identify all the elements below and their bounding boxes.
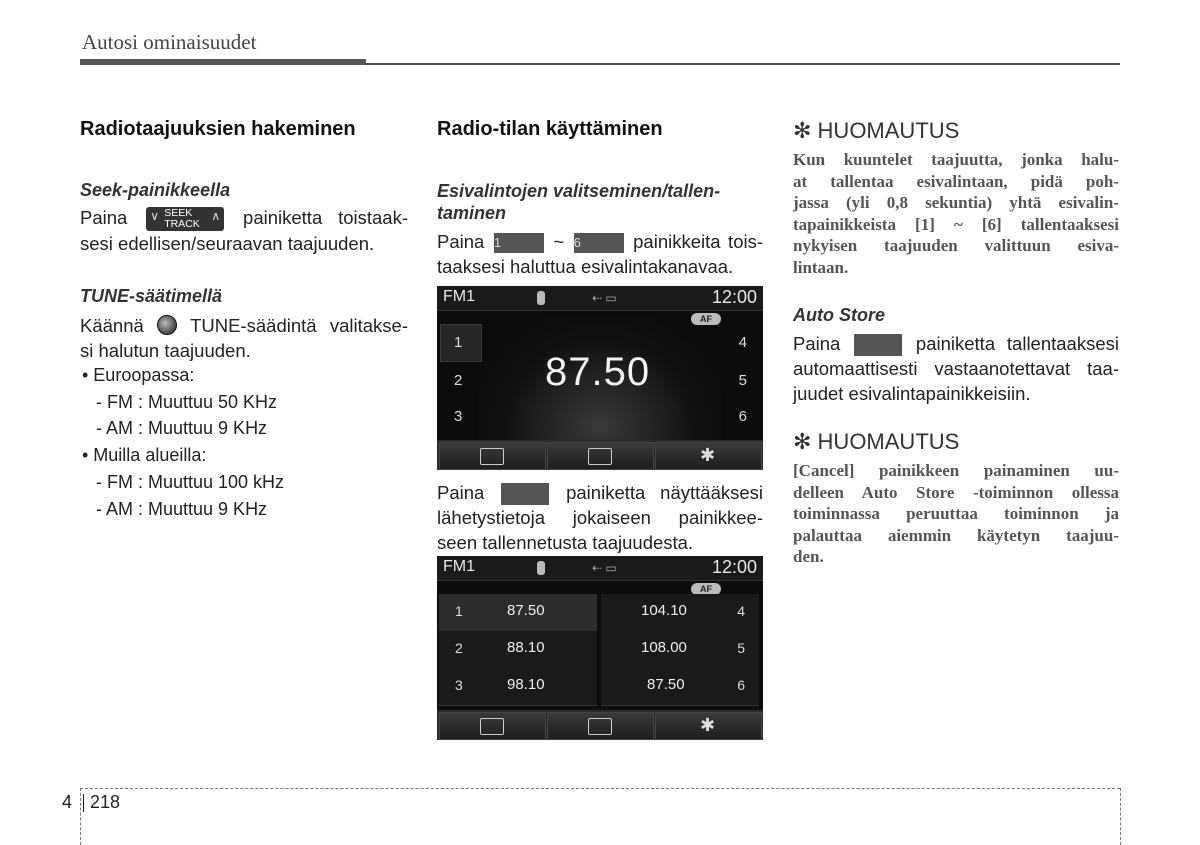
footer-separator	[83, 794, 84, 812]
text: Käännä	[80, 315, 144, 336]
status-bar	[437, 556, 763, 581]
notice-heading: ✻ HUOMAUTUS	[793, 118, 960, 143]
footer-rule	[80, 788, 1120, 789]
autostore-button[interactable]	[547, 712, 654, 740]
text: seen tallennetusta taajuudesta.	[437, 532, 694, 554]
preset-1-key: 1	[494, 233, 544, 253]
text: juudet esivalintapainikkeisiin.	[793, 383, 1031, 405]
radio-screen-main	[437, 286, 763, 470]
preset-list	[439, 594, 761, 710]
preset-label: 3	[454, 408, 463, 425]
af-badge: AF	[691, 313, 721, 325]
autostore-paragraph	[793, 331, 1119, 406]
text: taaksesi haluttua esivalintakanavaa.	[437, 256, 734, 277]
clock: 12:00	[711, 557, 757, 577]
preset-number: 3	[455, 677, 463, 693]
list-item[interactable]	[601, 631, 759, 669]
frequency-display: 87.50	[545, 350, 651, 394]
text: sesi edellisen/seuraavan taajuuden.	[80, 233, 375, 255]
screen-toolbar	[437, 710, 763, 740]
header-bar	[80, 59, 366, 65]
text: automaattisesti vastaanotettavat taa-	[793, 358, 1119, 380]
preset-6-key: 6	[574, 233, 624, 253]
info-paragraph	[437, 480, 763, 555]
text: painiketta näyttääksesi	[566, 482, 764, 503]
text: painiketta toistaak-	[243, 207, 409, 228]
subheading-seek: Seek-painikkeella	[80, 180, 231, 200]
preset-paragraph	[437, 229, 763, 279]
section-heading-radio: Radio-tilan käyttäminen	[437, 118, 663, 140]
list-item[interactable]	[439, 668, 597, 706]
screen-toolbar	[437, 440, 763, 470]
preset-number: 6	[737, 677, 745, 693]
text: lintaan.	[793, 257, 849, 277]
settings-button[interactable]	[655, 712, 762, 740]
text: tapainikkeista [1] ~ [6] tallentaaksesi	[793, 214, 1119, 234]
band-label: FM1	[443, 558, 475, 575]
section-heading-seek: Radiotaajuuksien hakeminen	[80, 118, 356, 140]
subheading-presets	[437, 180, 720, 224]
preset-label: 1	[454, 334, 463, 351]
list-item: - FM : Muuttuu 50 KHz	[96, 391, 278, 412]
tune-paragraph	[80, 313, 408, 363]
subheading-autostore: Auto Store	[793, 305, 885, 325]
band-label: FM1	[443, 288, 475, 305]
clock: 12:00	[711, 287, 757, 307]
list-item[interactable]	[439, 631, 597, 669]
step-list	[80, 362, 284, 522]
list-item: - AM : Muuttuu 9 KHz	[96, 498, 268, 519]
radio-autostore-icon	[588, 718, 612, 735]
af-badge: AF	[691, 583, 721, 595]
text: painiketta tallentaaksesi	[915, 333, 1119, 354]
chapter-number: 4	[62, 792, 73, 812]
notice-text	[793, 460, 1119, 568]
preset-number: 4	[737, 603, 745, 619]
text: Paina	[80, 207, 128, 228]
list-item[interactable]	[601, 594, 759, 632]
subheading-tune: TUNE-säätimellä	[80, 286, 223, 306]
bluetooth-icon	[537, 291, 545, 305]
preset-frequency: 108.00	[641, 639, 687, 656]
list-item: • Euroopassa:	[82, 365, 195, 385]
usb-icon: ⇠ ▭	[592, 561, 617, 575]
gear-icon: ✱	[700, 715, 716, 735]
footer-divider	[80, 788, 81, 845]
text: lähetystietoja jokaiseen painikkee-	[437, 507, 763, 529]
text: TUNE-säädintä valitakse-	[190, 315, 409, 336]
notice-heading: ✻ HUOMAUTUS	[793, 429, 960, 454]
radio-autostore-icon	[588, 448, 612, 465]
chevron-up-icon: ∧	[211, 209, 221, 224]
text: nykyisen taajuuden valittuun esiva-	[793, 236, 1119, 255]
radio-screen-list	[437, 556, 763, 740]
text: Esivalintojen valitseminen/tallen-	[437, 181, 721, 201]
text: palauttaa aiemmin käytetyn taajuu-	[793, 525, 1119, 545]
text: at tallentaa esivalintaan, pidä poh-	[793, 171, 1119, 191]
text: si halutun taajuuden.	[80, 340, 251, 361]
preset-frequency: 98.10	[507, 676, 545, 693]
autostore-button[interactable]	[547, 442, 654, 470]
text: Paina	[437, 231, 485, 252]
preset-number: 1	[455, 603, 463, 619]
status-bar	[437, 286, 763, 311]
text: delleen Auto Store -toiminnon ollessa	[793, 482, 1119, 502]
tune-knob-icon	[157, 315, 177, 335]
text: Kun kuuntelet taajuutta, jonka halu-	[793, 150, 1119, 169]
header-rule	[366, 63, 1120, 65]
text: [Cancel] painikkeen painaminen uu-	[793, 461, 1119, 480]
text: ~	[553, 231, 565, 252]
text: taminen	[437, 203, 507, 223]
list-item: • Muilla alueilla:	[82, 445, 207, 466]
list-item: - FM : Muuttuu 100 kHz	[96, 471, 285, 492]
notice-text	[793, 149, 1119, 278]
text: Paina	[437, 482, 485, 503]
gear-icon: ✱	[700, 445, 716, 465]
preset-label: 5	[738, 372, 747, 389]
preset-number: 2	[455, 640, 463, 656]
bluetooth-icon	[537, 561, 545, 575]
usb-icon: ⇠ ▭	[592, 291, 617, 305]
text: Paina	[793, 333, 841, 354]
seek-label: SEEK	[164, 207, 193, 220]
preset-frequency: 104.10	[641, 602, 687, 619]
text: jassa (yli 0,8 sekuntia) yhtä esivalin-	[793, 193, 1119, 212]
preset-label: 4	[738, 334, 747, 351]
settings-button[interactable]	[655, 442, 762, 470]
radio-autostore-icon	[854, 334, 902, 356]
seek-track-button-icon	[146, 207, 224, 231]
page-number: 218	[90, 792, 121, 812]
preset-number: 5	[737, 640, 745, 656]
info-button[interactable]	[439, 712, 546, 740]
preset-label: 6	[738, 408, 747, 425]
preset-label: 2	[454, 372, 463, 389]
radio-info-icon	[501, 483, 549, 505]
text: toiminnassa peruuttaa toiminnon ja	[793, 504, 1119, 523]
radio-info-icon	[480, 718, 504, 735]
radio-info-icon	[480, 448, 504, 465]
preset-frequency: 88.10	[507, 639, 545, 656]
track-label: TRACK	[164, 218, 200, 231]
list-item[interactable]	[439, 594, 597, 632]
preset-frequency: 87.50	[507, 602, 545, 619]
footer-divider	[1120, 788, 1121, 845]
running-header: Autosi ominaisuudet	[82, 30, 257, 54]
text: den.	[793, 547, 824, 566]
list-item: - AM : Muuttuu 9 KHz	[96, 418, 268, 439]
chevron-down-icon: ∨	[150, 209, 159, 224]
text: painikkeita tois-	[633, 231, 764, 252]
list-item[interactable]	[601, 668, 759, 706]
seek-paragraph	[80, 205, 408, 256]
preset-frequency: 87.50	[647, 676, 685, 693]
info-button[interactable]	[439, 442, 546, 470]
